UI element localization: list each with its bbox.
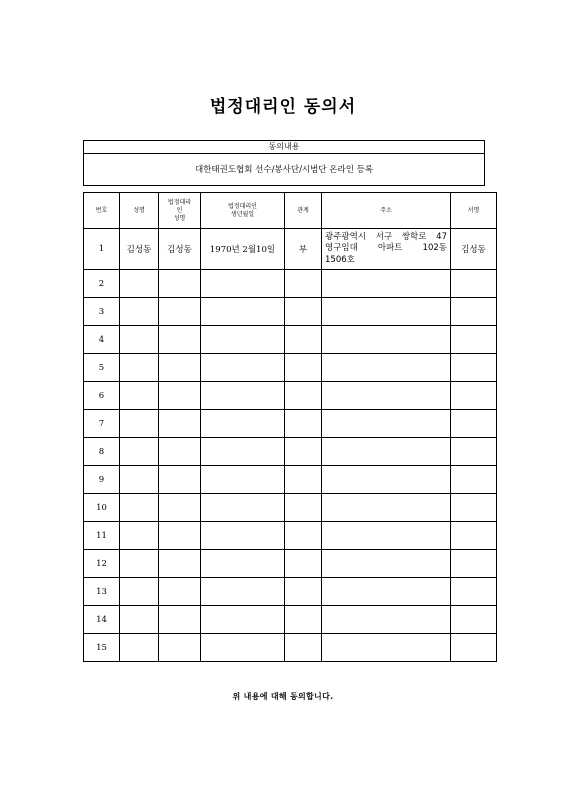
header-guardian-name-line2: 인 — [176, 206, 183, 214]
table-row — [84, 494, 497, 522]
row-relation — [285, 466, 322, 494]
row-guardian-name — [159, 606, 201, 634]
row-relation — [285, 270, 322, 298]
row-address — [322, 438, 451, 466]
row-number: 9 — [84, 466, 120, 494]
row-signature — [451, 578, 497, 606]
row-relation — [285, 354, 322, 382]
row-relation — [285, 606, 322, 634]
row-guardian-birth — [201, 354, 285, 382]
row-signature — [451, 382, 497, 410]
header-signature: 서명 — [451, 193, 497, 229]
row-signature — [451, 522, 497, 550]
table-row — [84, 270, 497, 298]
row-number: 5 — [84, 354, 120, 382]
row-number: 12 — [84, 550, 120, 578]
row-address-line3: 1506호 — [325, 254, 355, 265]
row-guardian-birth — [201, 410, 285, 438]
row-name — [120, 634, 159, 662]
consent-text: 대한태권도협회 선수/봉사단/시범단 온라인 등록 — [194, 165, 374, 175]
row-address — [322, 578, 451, 606]
row-name — [120, 578, 159, 606]
table-header-row — [84, 193, 497, 229]
row-name: 김성동 — [120, 229, 159, 270]
row-guardian-birth: 1970년 2월10일 — [201, 229, 285, 270]
row-signature — [451, 326, 497, 354]
table-row — [84, 326, 497, 354]
row-name — [120, 298, 159, 326]
row-signature — [451, 550, 497, 578]
row-signature — [451, 298, 497, 326]
table-row — [84, 550, 497, 578]
row-address-line2: 영구임대 아파트 102동 — [325, 243, 447, 254]
header-guardian-name — [159, 193, 201, 229]
row-relation — [285, 550, 322, 578]
row-name — [120, 382, 159, 410]
row-guardian-name — [159, 354, 201, 382]
table-row — [84, 410, 497, 438]
row-number: 6 — [84, 382, 120, 410]
row-signature — [451, 494, 497, 522]
table-row — [84, 634, 497, 662]
row-guardian-birth — [201, 634, 285, 662]
row-name — [120, 606, 159, 634]
row-address — [322, 522, 451, 550]
row-address — [322, 466, 451, 494]
row-number: 10 — [84, 494, 120, 522]
header-address: 주소 — [322, 193, 451, 229]
row-signature — [451, 438, 497, 466]
row-address — [322, 382, 451, 410]
table-row — [84, 578, 497, 606]
row-guardian-birth — [201, 494, 285, 522]
row-name — [120, 550, 159, 578]
row-address — [322, 494, 451, 522]
row-guardian-birth — [201, 606, 285, 634]
row-relation — [285, 578, 322, 606]
row-relation — [285, 494, 322, 522]
row-name — [120, 326, 159, 354]
row-guardian-name — [159, 298, 201, 326]
row-guardian-name — [159, 522, 201, 550]
row-name — [120, 354, 159, 382]
table-row — [84, 382, 497, 410]
table-row — [84, 466, 497, 494]
row-address — [322, 606, 451, 634]
header-guardian-name-line1: 법정대리 — [167, 198, 192, 206]
row-address — [322, 634, 451, 662]
row-address — [322, 410, 451, 438]
row-relation — [285, 298, 322, 326]
row-name — [120, 494, 159, 522]
row-name — [120, 522, 159, 550]
row-relation — [285, 382, 322, 410]
header-name: 성명 — [120, 193, 159, 229]
row-number: 15 — [84, 634, 120, 662]
row-address — [322, 298, 451, 326]
row-address — [322, 270, 451, 298]
row-number: 2 — [84, 270, 120, 298]
row-signature — [451, 634, 497, 662]
row-guardian-birth — [201, 522, 285, 550]
table-row — [84, 606, 497, 634]
row-number: 14 — [84, 606, 120, 634]
row-number: 8 — [84, 438, 120, 466]
row-guardian-name — [159, 634, 201, 662]
row-guardian-birth — [201, 382, 285, 410]
row-relation — [285, 634, 322, 662]
row-guardian-name — [159, 382, 201, 410]
row-relation — [285, 410, 322, 438]
consent-roster-table — [83, 192, 497, 662]
row-signature — [451, 466, 497, 494]
row-name — [120, 438, 159, 466]
row-guardian-birth — [201, 298, 285, 326]
header-guardian-birth-line2: 생년월일 — [230, 210, 255, 218]
row-address — [322, 229, 451, 270]
row-number: 3 — [84, 298, 120, 326]
row-guardian-birth — [201, 270, 285, 298]
header-guardian-birth-line1: 법정대리인 — [228, 202, 257, 210]
row-address — [322, 550, 451, 578]
consent-heading: 동의내용 — [84, 141, 484, 154]
row-signature — [451, 270, 497, 298]
row-guardian-name — [159, 466, 201, 494]
row-relation — [285, 326, 322, 354]
row-relation — [285, 438, 322, 466]
row-guardian-name — [159, 578, 201, 606]
document-title: 법정대리인 동의서 — [209, 97, 357, 117]
row-signature — [451, 410, 497, 438]
table-row — [84, 354, 497, 382]
row-guardian-birth — [201, 550, 285, 578]
row-signature — [451, 606, 497, 634]
row-guardian-name — [159, 326, 201, 354]
row-guardian-birth — [201, 578, 285, 606]
row-address-line1: 광주광역시 서구 쌍학로 47 — [325, 231, 447, 242]
row-guardian-name: 김성동 — [159, 229, 201, 270]
row-relation — [285, 522, 322, 550]
row-number: 13 — [84, 578, 120, 606]
row-guardian-name — [159, 438, 201, 466]
table-row — [84, 298, 497, 326]
row-guardian-birth — [201, 438, 285, 466]
table-row — [84, 438, 497, 466]
row-guardian-birth — [201, 326, 285, 354]
row-guardian-birth — [201, 466, 285, 494]
row-number: 7 — [84, 410, 120, 438]
header-relation: 관계 — [285, 193, 322, 229]
row-name — [120, 270, 159, 298]
row-guardian-name — [159, 270, 201, 298]
header-guardian-birth — [201, 193, 285, 229]
consent-box — [83, 140, 485, 186]
consent-statement: 위 내용에 대해 동의합니다. — [232, 692, 334, 701]
row-name — [120, 410, 159, 438]
row-address — [322, 326, 451, 354]
row-signature: 김성동 — [451, 229, 497, 270]
row-guardian-name — [159, 550, 201, 578]
row-address — [322, 354, 451, 382]
header-number: 번호 — [84, 193, 120, 229]
header-guardian-name-line3: 성명 — [173, 214, 186, 222]
row-number: 1 — [84, 229, 120, 270]
row-relation: 부 — [285, 229, 322, 270]
row-signature — [451, 354, 497, 382]
row-guardian-name — [159, 410, 201, 438]
row-name — [120, 466, 159, 494]
table-row — [84, 229, 497, 270]
row-guardian-name — [159, 494, 201, 522]
row-number: 11 — [84, 522, 120, 550]
row-number: 4 — [84, 326, 120, 354]
table-row — [84, 522, 497, 550]
